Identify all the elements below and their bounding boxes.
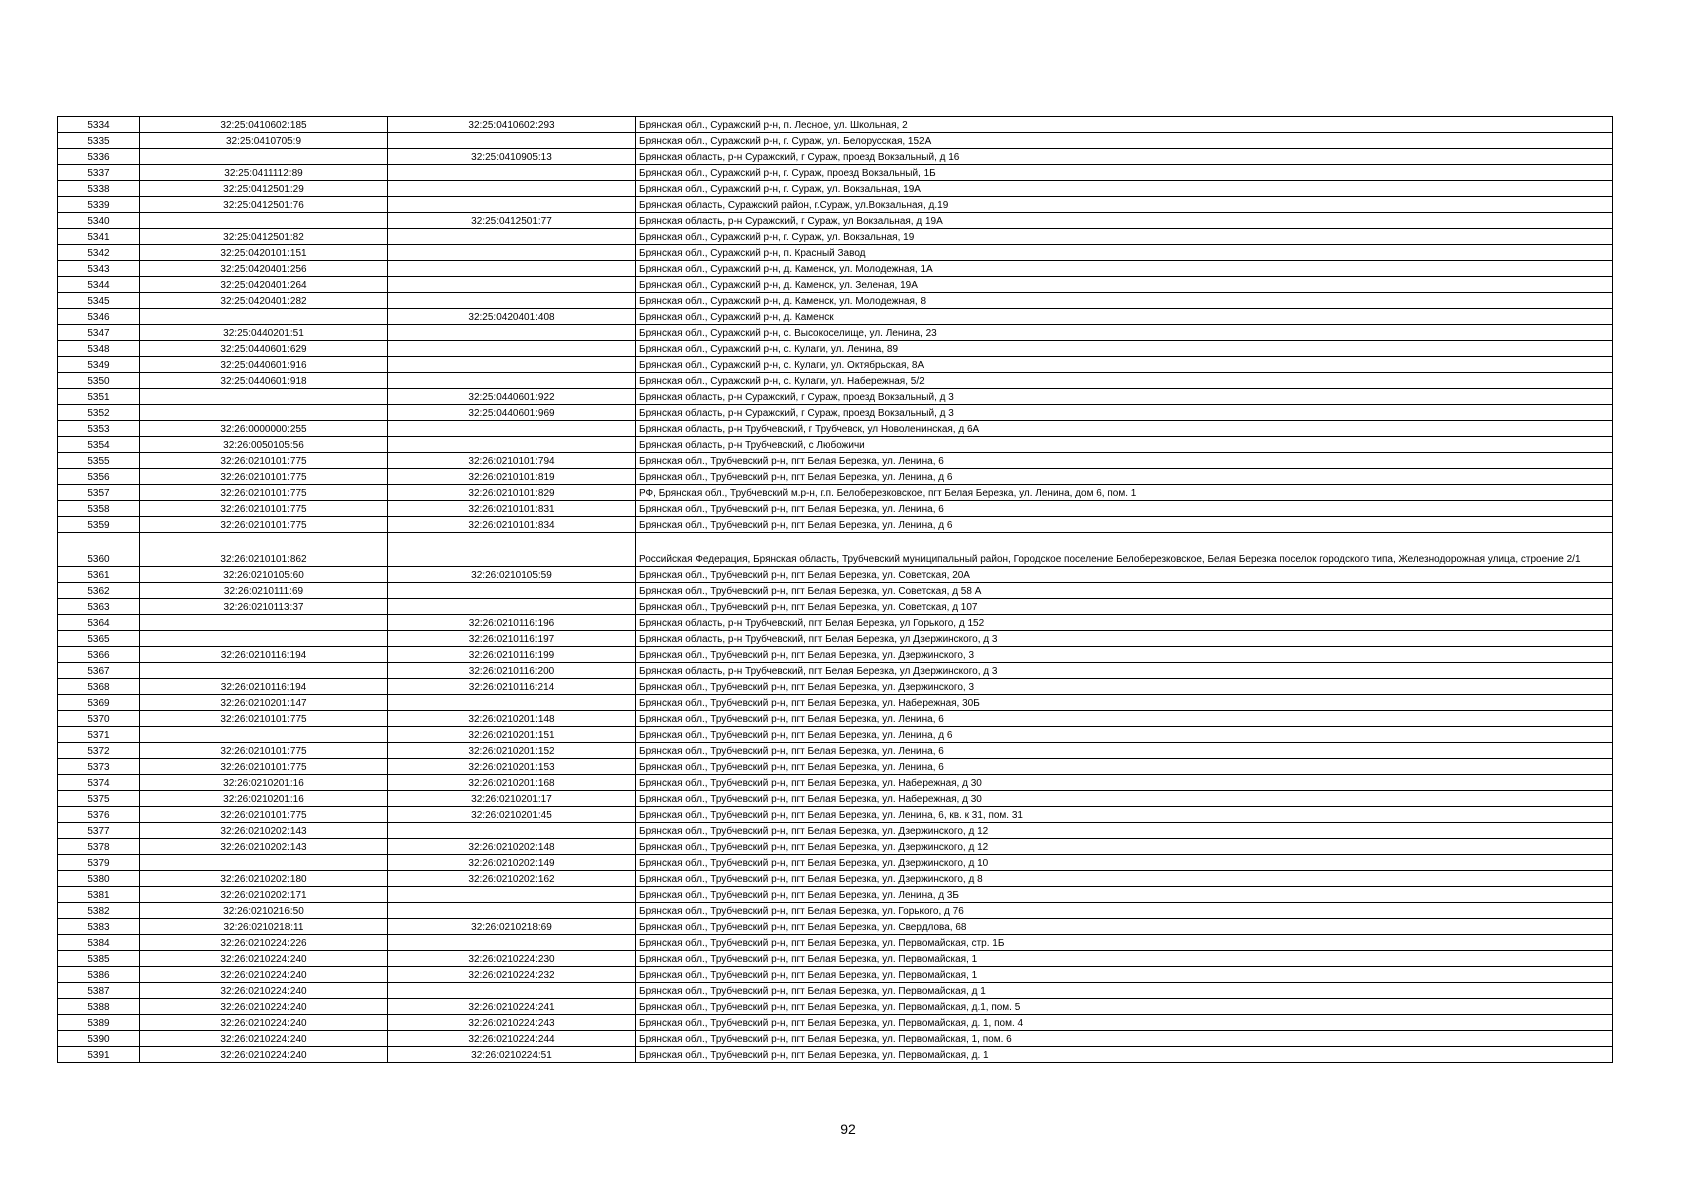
table-row [58, 967, 1613, 983]
table-row [58, 871, 1613, 887]
address-cell: Брянская обл., Трубчевский р-н, пгт Белая Березка, ул. Дзержинского, д 12 [636, 823, 1613, 839]
object-cadastral-number-cell: 32:26:0210101:794 [388, 453, 636, 469]
address-cell: Брянская обл., Трубчевский р-н, пгт Белая Березка, ул. Советская, 20А [636, 567, 1613, 583]
row-number-cell: 5347 [58, 325, 140, 341]
row-number-cell: 5361 [58, 567, 140, 583]
cadastral-number-cell: 32:26:0210101:775 [140, 501, 388, 517]
table-row [58, 517, 1613, 533]
table-row [58, 599, 1613, 615]
cadastral-number-cell: 32:25:0440601:916 [140, 357, 388, 373]
cadastral-number-cell: 32:26:0210101:775 [140, 759, 388, 775]
table-row [58, 839, 1613, 855]
address-cell: Брянская обл., Суражский р-н, п. Красный Завод [636, 245, 1613, 261]
cadastral-number-cell: 32:26:0210224:240 [140, 1015, 388, 1031]
table-row [58, 437, 1613, 453]
object-cadastral-number-cell [388, 887, 636, 903]
object-cadastral-number-cell [388, 983, 636, 999]
cadastral-number-cell: 32:25:0412501:82 [140, 229, 388, 245]
address-cell: Брянская обл., Суражский р-н, г. Сураж, ул. Вокзальная, 19А [636, 181, 1613, 197]
cadastral-number-cell: 32:26:0210201:16 [140, 775, 388, 791]
object-cadastral-number-cell [388, 903, 636, 919]
address-cell: РФ, Брянская обл., Трубчевский м.р-н, г.п. Белоберезковское, пгт Белая Березка, ул. Ленина, дом 6, пом. 1 [636, 485, 1613, 501]
table-row [58, 213, 1613, 229]
address-cell: Брянская обл., Трубчевский р-н, пгт Белая Березка, ул. Ленина, 6, кв. к 31, пом. 31 [636, 807, 1613, 823]
page-number: 92 [840, 1121, 856, 1137]
address-cell: Брянская обл., Суражский р-н, д. Каменск, ул. Молодежная, 1А [636, 261, 1613, 277]
row-number-cell: 5350 [58, 373, 140, 389]
object-cadastral-number-cell [388, 261, 636, 277]
table-row [58, 133, 1613, 149]
cadastral-number-cell: 32:26:0210224:240 [140, 1047, 388, 1063]
row-number-cell: 5386 [58, 967, 140, 983]
table-row [58, 389, 1613, 405]
row-number-cell: 5359 [58, 517, 140, 533]
table-row [58, 485, 1613, 501]
row-number-cell: 5388 [58, 999, 140, 1015]
row-number-cell: 5336 [58, 149, 140, 165]
row-number-cell: 5382 [58, 903, 140, 919]
object-cadastral-number-cell: 32:26:0210201:151 [388, 727, 636, 743]
table-row [58, 679, 1613, 695]
cadastral-number-cell: 32:25:0440201:51 [140, 325, 388, 341]
address-cell: Брянская обл., Трубчевский р-н, пгт Белая Березка, ул. Ленина, 6 [636, 743, 1613, 759]
cadastral-number-cell: 32:26:0210101:775 [140, 469, 388, 485]
cadastral-number-cell: 32:26:0210101:775 [140, 711, 388, 727]
cadastral-number-cell: 32:26:0210116:194 [140, 647, 388, 663]
row-number-cell: 5349 [58, 357, 140, 373]
object-cadastral-number-cell: 32:26:0210201:17 [388, 791, 636, 807]
table-row [58, 855, 1613, 871]
address-cell: Брянская обл., Трубчевский р-н, пгт Белая Березка, ул. Дзержинского, д 10 [636, 855, 1613, 871]
object-cadastral-number-cell: 32:26:0210224:232 [388, 967, 636, 983]
address-cell: Брянская обл., Суражский р-н, с. Кулаги, ул. Октябрьская, 8А [636, 357, 1613, 373]
object-cadastral-number-cell: 32:26:0210202:148 [388, 839, 636, 855]
address-cell: Брянская обл., Трубчевский р-н, пгт Белая Березка, ул. Дзержинского, 3 [636, 647, 1613, 663]
table-row [58, 583, 1613, 599]
object-cadastral-number-cell: 32:26:0210101:829 [388, 485, 636, 501]
table-row [58, 951, 1613, 967]
object-cadastral-number-cell: 32:26:0210116:200 [388, 663, 636, 679]
row-number-cell: 5371 [58, 727, 140, 743]
table-row [58, 117, 1613, 133]
address-cell: Брянская обл., Трубчевский р-н, пгт Белая Березка, ул. Ленина, д 6 [636, 469, 1613, 485]
address-cell: Брянская обл., Трубчевский р-н, пгт Белая Березка, ул. Дзержинского, д 12 [636, 839, 1613, 855]
cadastral-number-cell: 32:25:0420401:264 [140, 277, 388, 293]
row-number-cell: 5338 [58, 181, 140, 197]
object-cadastral-number-cell: 32:26:0210116:196 [388, 615, 636, 631]
address-cell: Брянская обл., Трубчевский р-н, пгт Белая Березка, ул. Ленина, д 6 [636, 727, 1613, 743]
cadastral-number-cell: 32:26:0210224:240 [140, 999, 388, 1015]
object-cadastral-number-cell [388, 325, 636, 341]
address-cell: Брянская обл., Трубчевский р-н, пгт Белая Березка, ул. Дзержинского, д 8 [636, 871, 1613, 887]
row-number-cell: 5380 [58, 871, 140, 887]
row-number-cell: 5353 [58, 421, 140, 437]
address-cell: Брянская обл., Трубчевский р-н, пгт Белая Березка, ул. Набережная, д 30 [636, 791, 1613, 807]
table-body [58, 117, 1613, 1063]
address-cell: Брянская область, р-н Суражский, г Сураж, проезд Вокзальный, д 3 [636, 389, 1613, 405]
row-number-cell: 5358 [58, 501, 140, 517]
object-cadastral-number-cell [388, 421, 636, 437]
row-number-cell: 5348 [58, 341, 140, 357]
object-cadastral-number-cell [388, 229, 636, 245]
row-number-cell: 5384 [58, 935, 140, 951]
document-page [57, 116, 1612, 1063]
address-cell: Брянская область, р-н Суражский, г Сураж, проезд Вокзальный, д 3 [636, 405, 1613, 421]
table-row [58, 999, 1613, 1015]
address-cell: Брянская область, р-н Суражский, г Сураж, проезд Вокзальный, д 16 [636, 149, 1613, 165]
row-number-cell: 5365 [58, 631, 140, 647]
row-number-cell: 5376 [58, 807, 140, 823]
row-number-cell: 5381 [58, 887, 140, 903]
address-cell: Брянская обл., Суражский р-н, д. Каменск [636, 309, 1613, 325]
object-cadastral-number-cell: 32:25:0440601:922 [388, 389, 636, 405]
table-row [58, 181, 1613, 197]
row-number-cell: 5368 [58, 679, 140, 695]
cadastral-number-cell: 32:26:0210202:171 [140, 887, 388, 903]
object-cadastral-number-cell [388, 341, 636, 357]
address-cell: Брянская обл., Трубчевский р-н, пгт Белая Березка, ул. Первомайская, 1, пом. 6 [636, 1031, 1613, 1047]
cadastral-number-cell: 32:26:0210101:775 [140, 453, 388, 469]
cadastral-number-cell: 32:26:0210202:180 [140, 871, 388, 887]
table-row [58, 309, 1613, 325]
cadastral-number-cell: 32:26:0210202:143 [140, 823, 388, 839]
address-cell: Брянская обл., Трубчевский р-н, пгт Белая Березка, ул. Советская, д 107 [636, 599, 1613, 615]
cadastral-number-cell: 32:26:0210101:775 [140, 807, 388, 823]
row-number-cell: 5345 [58, 293, 140, 309]
object-cadastral-number-cell: 32:25:0420401:408 [388, 309, 636, 325]
table-row [58, 533, 1613, 567]
table-row [58, 887, 1613, 903]
table-row [58, 663, 1613, 679]
row-number-cell: 5334 [58, 117, 140, 133]
table-row [58, 823, 1613, 839]
object-cadastral-number-cell [388, 197, 636, 213]
cadastral-number-cell: 32:26:0210224:240 [140, 983, 388, 999]
object-cadastral-number-cell: 32:25:0410602:293 [388, 117, 636, 133]
cadastral-number-cell: 32:25:0411112:89 [140, 165, 388, 181]
cadastral-number-cell: 32:26:0210101:775 [140, 485, 388, 501]
row-number-cell: 5367 [58, 663, 140, 679]
address-cell: Брянская обл., Трубчевский р-н, пгт Белая Березка, ул. Первомайская, д 1 [636, 983, 1613, 999]
object-cadastral-number-cell: 32:26:0210105:59 [388, 567, 636, 583]
object-cadastral-number-cell [388, 823, 636, 839]
row-number-cell: 5356 [58, 469, 140, 485]
cadastral-number-cell: 32:25:0440601:629 [140, 341, 388, 357]
table-row [58, 277, 1613, 293]
address-cell: Брянская обл., Трубчевский р-н, пгт Белая Березка, ул. Первомайская, д. 1 [636, 1047, 1613, 1063]
address-cell: Брянская обл., Трубчевский р-н, пгт Белая Березка, ул. Ленина, 6 [636, 759, 1613, 775]
row-number-cell: 5385 [58, 951, 140, 967]
cadastral-number-cell: 32:25:0412501:76 [140, 197, 388, 213]
address-cell: Брянская область, Суражский район, г.Сураж, ул.Вокзальная, д.19 [636, 197, 1613, 213]
object-cadastral-number-cell [388, 695, 636, 711]
table-row [58, 197, 1613, 213]
address-cell: Брянская область, р-н Трубчевский, пгт Белая Березка, ул Дзержинского, д 3 [636, 663, 1613, 679]
table-row [58, 1015, 1613, 1031]
address-cell: Брянская обл., Суражский р-н, г. Сураж, ул. Белорусская, 152А [636, 133, 1613, 149]
address-cell: Брянская обл., Трубчевский р-н, пгт Белая Березка, ул. Первомайская, д.1, пом. 5 [636, 999, 1613, 1015]
cadastral-number-cell: 32:26:0210101:775 [140, 517, 388, 533]
cadastral-number-cell [140, 309, 388, 325]
object-cadastral-number-cell [388, 373, 636, 389]
object-cadastral-number-cell: 32:26:0210101:819 [388, 469, 636, 485]
object-cadastral-number-cell: 32:25:0440601:969 [388, 405, 636, 421]
address-cell: Брянская обл., Трубчевский р-н, пгт Белая Березка, ул. Первомайская, 1 [636, 951, 1613, 967]
object-cadastral-number-cell [388, 935, 636, 951]
cadastral-number-cell: 32:26:0210111:69 [140, 583, 388, 599]
cadastral-number-cell [140, 405, 388, 421]
object-cadastral-number-cell: 32:26:0210116:199 [388, 647, 636, 663]
address-cell: Брянская обл., Суражский р-н, г. Сураж, ул. Вокзальная, 19 [636, 229, 1613, 245]
table-row [58, 149, 1613, 165]
object-cadastral-number-cell: 32:26:0210201:153 [388, 759, 636, 775]
object-cadastral-number-cell [388, 165, 636, 181]
cadastral-number-cell: 32:26:0210216:50 [140, 903, 388, 919]
row-number-cell: 5355 [58, 453, 140, 469]
address-cell: Брянская обл., Трубчевский р-н, пгт Белая Березка, ул. Ленина, 6 [636, 501, 1613, 517]
object-cadastral-number-cell: 32:26:0210101:831 [388, 501, 636, 517]
cadastral-number-cell: 32:26:0210218:11 [140, 919, 388, 935]
object-cadastral-number-cell: 32:26:0210224:243 [388, 1015, 636, 1031]
row-number-cell: 5373 [58, 759, 140, 775]
cadastral-number-cell: 32:26:0210101:862 [140, 533, 388, 567]
row-number-cell: 5341 [58, 229, 140, 245]
table-row [58, 711, 1613, 727]
cadastral-number-cell [140, 631, 388, 647]
address-cell: Брянская обл., Трубчевский р-н, пгт Белая Березка, ул. Набережная, д 30 [636, 775, 1613, 791]
table-row [58, 791, 1613, 807]
table-row [58, 245, 1613, 261]
object-cadastral-number-cell: 32:26:0210224:244 [388, 1031, 636, 1047]
cadastral-number-cell: 32:25:0440601:918 [140, 373, 388, 389]
row-number-cell: 5390 [58, 1031, 140, 1047]
address-cell: Брянская область, р-н Суражский, г Сураж, ул Вокзальная, д 19А [636, 213, 1613, 229]
row-number-cell: 5343 [58, 261, 140, 277]
cadastral-number-cell: 32:26:0210116:194 [140, 679, 388, 695]
row-number-cell: 5364 [58, 615, 140, 631]
address-cell: Брянская обл., Суражский р-н, д. Каменск, ул. Молодежная, 8 [636, 293, 1613, 309]
row-number-cell: 5387 [58, 983, 140, 999]
object-cadastral-number-cell [388, 583, 636, 599]
table-row [58, 695, 1613, 711]
object-cadastral-number-cell: 32:26:0210201:168 [388, 775, 636, 791]
table-row [58, 357, 1613, 373]
address-cell: Брянская обл., Трубчевский р-н, пгт Белая Березка, ул. Ленина, 6 [636, 453, 1613, 469]
cadastral-number-cell: 32:26:0210202:143 [140, 839, 388, 855]
row-number-cell: 5379 [58, 855, 140, 871]
address-cell: Брянская обл., Суражский р-н, п. Лесное, ул. Школьная, 2 [636, 117, 1613, 133]
object-cadastral-number-cell: 32:26:0210116:197 [388, 631, 636, 647]
table-row [58, 229, 1613, 245]
object-cadastral-number-cell [388, 357, 636, 373]
object-cadastral-number-cell [388, 437, 636, 453]
cadastral-number-cell: 32:25:0412501:29 [140, 181, 388, 197]
table-row [58, 421, 1613, 437]
object-cadastral-number-cell: 32:26:0210116:214 [388, 679, 636, 695]
object-cadastral-number-cell [388, 533, 636, 567]
cadastral-number-cell [140, 663, 388, 679]
row-number-cell: 5370 [58, 711, 140, 727]
object-cadastral-number-cell: 32:26:0210218:69 [388, 919, 636, 935]
object-cadastral-number-cell: 32:26:0210224:230 [388, 951, 636, 967]
cadastral-number-cell: 32:25:0410602:185 [140, 117, 388, 133]
table-row [58, 501, 1613, 517]
address-cell: Брянская обл., Трубчевский р-н, пгт Белая Березка, ул. Дзержинского, 3 [636, 679, 1613, 695]
address-cell: Брянская обл., Трубчевский р-н, пгт Белая Березка, ул. Первомайская, стр. 1Б [636, 935, 1613, 951]
row-number-cell: 5340 [58, 213, 140, 229]
table-row [58, 743, 1613, 759]
cadastral-number-cell: 32:25:0410705:9 [140, 133, 388, 149]
table-row [58, 1031, 1613, 1047]
object-cadastral-number-cell: 32:26:0210201:45 [388, 807, 636, 823]
address-cell: Брянская обл., Трубчевский р-н, пгт Белая Березка, ул. Советская, д 58 А [636, 583, 1613, 599]
cadastral-number-cell: 32:26:0210113:37 [140, 599, 388, 615]
property-table [57, 116, 1613, 1063]
row-number-cell: 5337 [58, 165, 140, 181]
row-number-cell: 5352 [58, 405, 140, 421]
table-row [58, 615, 1613, 631]
cadastral-number-cell: 32:26:0210224:240 [140, 967, 388, 983]
row-number-cell: 5362 [58, 583, 140, 599]
table-row [58, 165, 1613, 181]
object-cadastral-number-cell [388, 277, 636, 293]
object-cadastral-number-cell: 32:26:0210224:51 [388, 1047, 636, 1063]
table-row [58, 405, 1613, 421]
cadastral-number-cell [140, 615, 388, 631]
row-number-cell: 5375 [58, 791, 140, 807]
address-cell: Брянская обл., Трубчевский р-н, пгт Белая Березка, ул. Набережная, 30Б [636, 695, 1613, 711]
row-number-cell: 5378 [58, 839, 140, 855]
table-row [58, 631, 1613, 647]
table-row [58, 903, 1613, 919]
object-cadastral-number-cell: 32:26:0210201:148 [388, 711, 636, 727]
row-number-cell: 5389 [58, 1015, 140, 1031]
address-cell: Российская Федерация, Брянская область, Трубчевский муниципальный район, Городское поселение Белоберезковское, Белая Березка поселок городского типа, Железнодорожная улица, строение 2/1 [636, 533, 1613, 567]
object-cadastral-number-cell: 32:26:0210101:834 [388, 517, 636, 533]
row-number-cell: 5374 [58, 775, 140, 791]
cadastral-number-cell: 32:26:0050105:56 [140, 437, 388, 453]
object-cadastral-number-cell [388, 245, 636, 261]
row-number-cell: 5342 [58, 245, 140, 261]
address-cell: Брянская обл., Трубчевский р-н, пгт Белая Березка, ул. Первомайская, 1 [636, 967, 1613, 983]
address-cell: Брянская обл., Трубчевский р-н, пгт Белая Березка, ул. Ленина, 6 [636, 711, 1613, 727]
object-cadastral-number-cell: 32:26:0210201:152 [388, 743, 636, 759]
address-cell: Брянская область, р-н Трубчевский, г Трубчевск, ул Новоленинская, д 6А [636, 421, 1613, 437]
cadastral-number-cell: 32:25:0420401:256 [140, 261, 388, 277]
table-row [58, 775, 1613, 791]
cadastral-number-cell: 32:26:0210101:775 [140, 743, 388, 759]
address-cell: Брянская область, р-н Трубчевский, с Любожичи [636, 437, 1613, 453]
cadastral-number-cell: 32:26:0210224:240 [140, 1031, 388, 1047]
table-row [58, 919, 1613, 935]
cadastral-number-cell [140, 389, 388, 405]
object-cadastral-number-cell [388, 599, 636, 615]
address-cell: Брянская обл., Суражский р-н, с. Высокоселище, ул. Ленина, 23 [636, 325, 1613, 341]
row-number-cell: 5363 [58, 599, 140, 615]
cadastral-number-cell [140, 855, 388, 871]
cadastral-number-cell [140, 149, 388, 165]
object-cadastral-number-cell: 32:25:0412501:77 [388, 213, 636, 229]
row-number-cell: 5377 [58, 823, 140, 839]
table-row [58, 727, 1613, 743]
object-cadastral-number-cell: 32:25:0410905:13 [388, 149, 636, 165]
table-row [58, 341, 1613, 357]
row-number-cell: 5366 [58, 647, 140, 663]
table-row [58, 373, 1613, 389]
row-number-cell: 5351 [58, 389, 140, 405]
table-row [58, 567, 1613, 583]
cadastral-number-cell: 32:26:0210224:240 [140, 951, 388, 967]
row-number-cell: 5339 [58, 197, 140, 213]
cadastral-number-cell: 32:26:0000000:255 [140, 421, 388, 437]
table-row [58, 647, 1613, 663]
address-cell: Брянская обл., Суражский р-н, г. Сураж, проезд Вокзальный, 1Б [636, 165, 1613, 181]
table-row [58, 807, 1613, 823]
object-cadastral-number-cell [388, 293, 636, 309]
table-row [58, 935, 1613, 951]
address-cell: Брянская обл., Трубчевский р-н, пгт Белая Березка, ул. Первомайская, д. 1, пом. 4 [636, 1015, 1613, 1031]
table-row [58, 325, 1613, 341]
cadastral-number-cell: 32:26:0210201:147 [140, 695, 388, 711]
row-number-cell: 5369 [58, 695, 140, 711]
table-row [58, 293, 1613, 309]
cadastral-number-cell [140, 727, 388, 743]
address-cell: Брянская область, р-н Трубчевский, пгт Белая Березка, ул Горького, д 152 [636, 615, 1613, 631]
row-number-cell: 5383 [58, 919, 140, 935]
row-number-cell: 5346 [58, 309, 140, 325]
address-cell: Брянская обл., Суражский р-н, с. Кулаги, ул. Набережная, 5/2 [636, 373, 1613, 389]
address-cell: Брянская обл., Трубчевский р-н, пгт Белая Березка, ул. Горького, д 76 [636, 903, 1613, 919]
address-cell: Брянская обл., Трубчевский р-н, пгт Белая Березка, ул. Свердлова, 68 [636, 919, 1613, 935]
cadastral-number-cell: 32:25:0420401:282 [140, 293, 388, 309]
row-number-cell: 5354 [58, 437, 140, 453]
address-cell: Брянская обл., Трубчевский р-н, пгт Белая Березка, ул. Ленина, д 3Б [636, 887, 1613, 903]
address-cell: Брянская обл., Трубчевский р-н, пгт Белая Березка, ул. Ленина, д 6 [636, 517, 1613, 533]
object-cadastral-number-cell: 32:26:0210202:149 [388, 855, 636, 871]
table-row [58, 469, 1613, 485]
address-cell: Брянская обл., Суражский р-н, с. Кулаги, ул. Ленина, 89 [636, 341, 1613, 357]
cadastral-number-cell: 32:26:0210105:60 [140, 567, 388, 583]
row-number-cell: 5335 [58, 133, 140, 149]
address-cell: Брянская обл., Суражский р-н, д. Каменск, ул. Зеленая, 19А [636, 277, 1613, 293]
cadastral-number-cell: 32:26:0210224:226 [140, 935, 388, 951]
cadastral-number-cell: 32:26:0210201:16 [140, 791, 388, 807]
row-number-cell: 5391 [58, 1047, 140, 1063]
table-row [58, 983, 1613, 999]
table-row [58, 261, 1613, 277]
table-row [58, 1047, 1613, 1063]
cadastral-number-cell [140, 213, 388, 229]
table-row [58, 453, 1613, 469]
row-number-cell: 5372 [58, 743, 140, 759]
cadastral-number-cell: 32:25:0420101:151 [140, 245, 388, 261]
address-cell: Брянская область, р-н Трубчевский, пгт Белая Березка, ул Дзержинского, д 3 [636, 631, 1613, 647]
object-cadastral-number-cell [388, 181, 636, 197]
row-number-cell: 5360 [58, 533, 140, 567]
object-cadastral-number-cell: 32:26:0210224:241 [388, 999, 636, 1015]
object-cadastral-number-cell: 32:26:0210202:162 [388, 871, 636, 887]
row-number-cell: 5357 [58, 485, 140, 501]
row-number-cell: 5344 [58, 277, 140, 293]
table-row [58, 759, 1613, 775]
object-cadastral-number-cell [388, 133, 636, 149]
